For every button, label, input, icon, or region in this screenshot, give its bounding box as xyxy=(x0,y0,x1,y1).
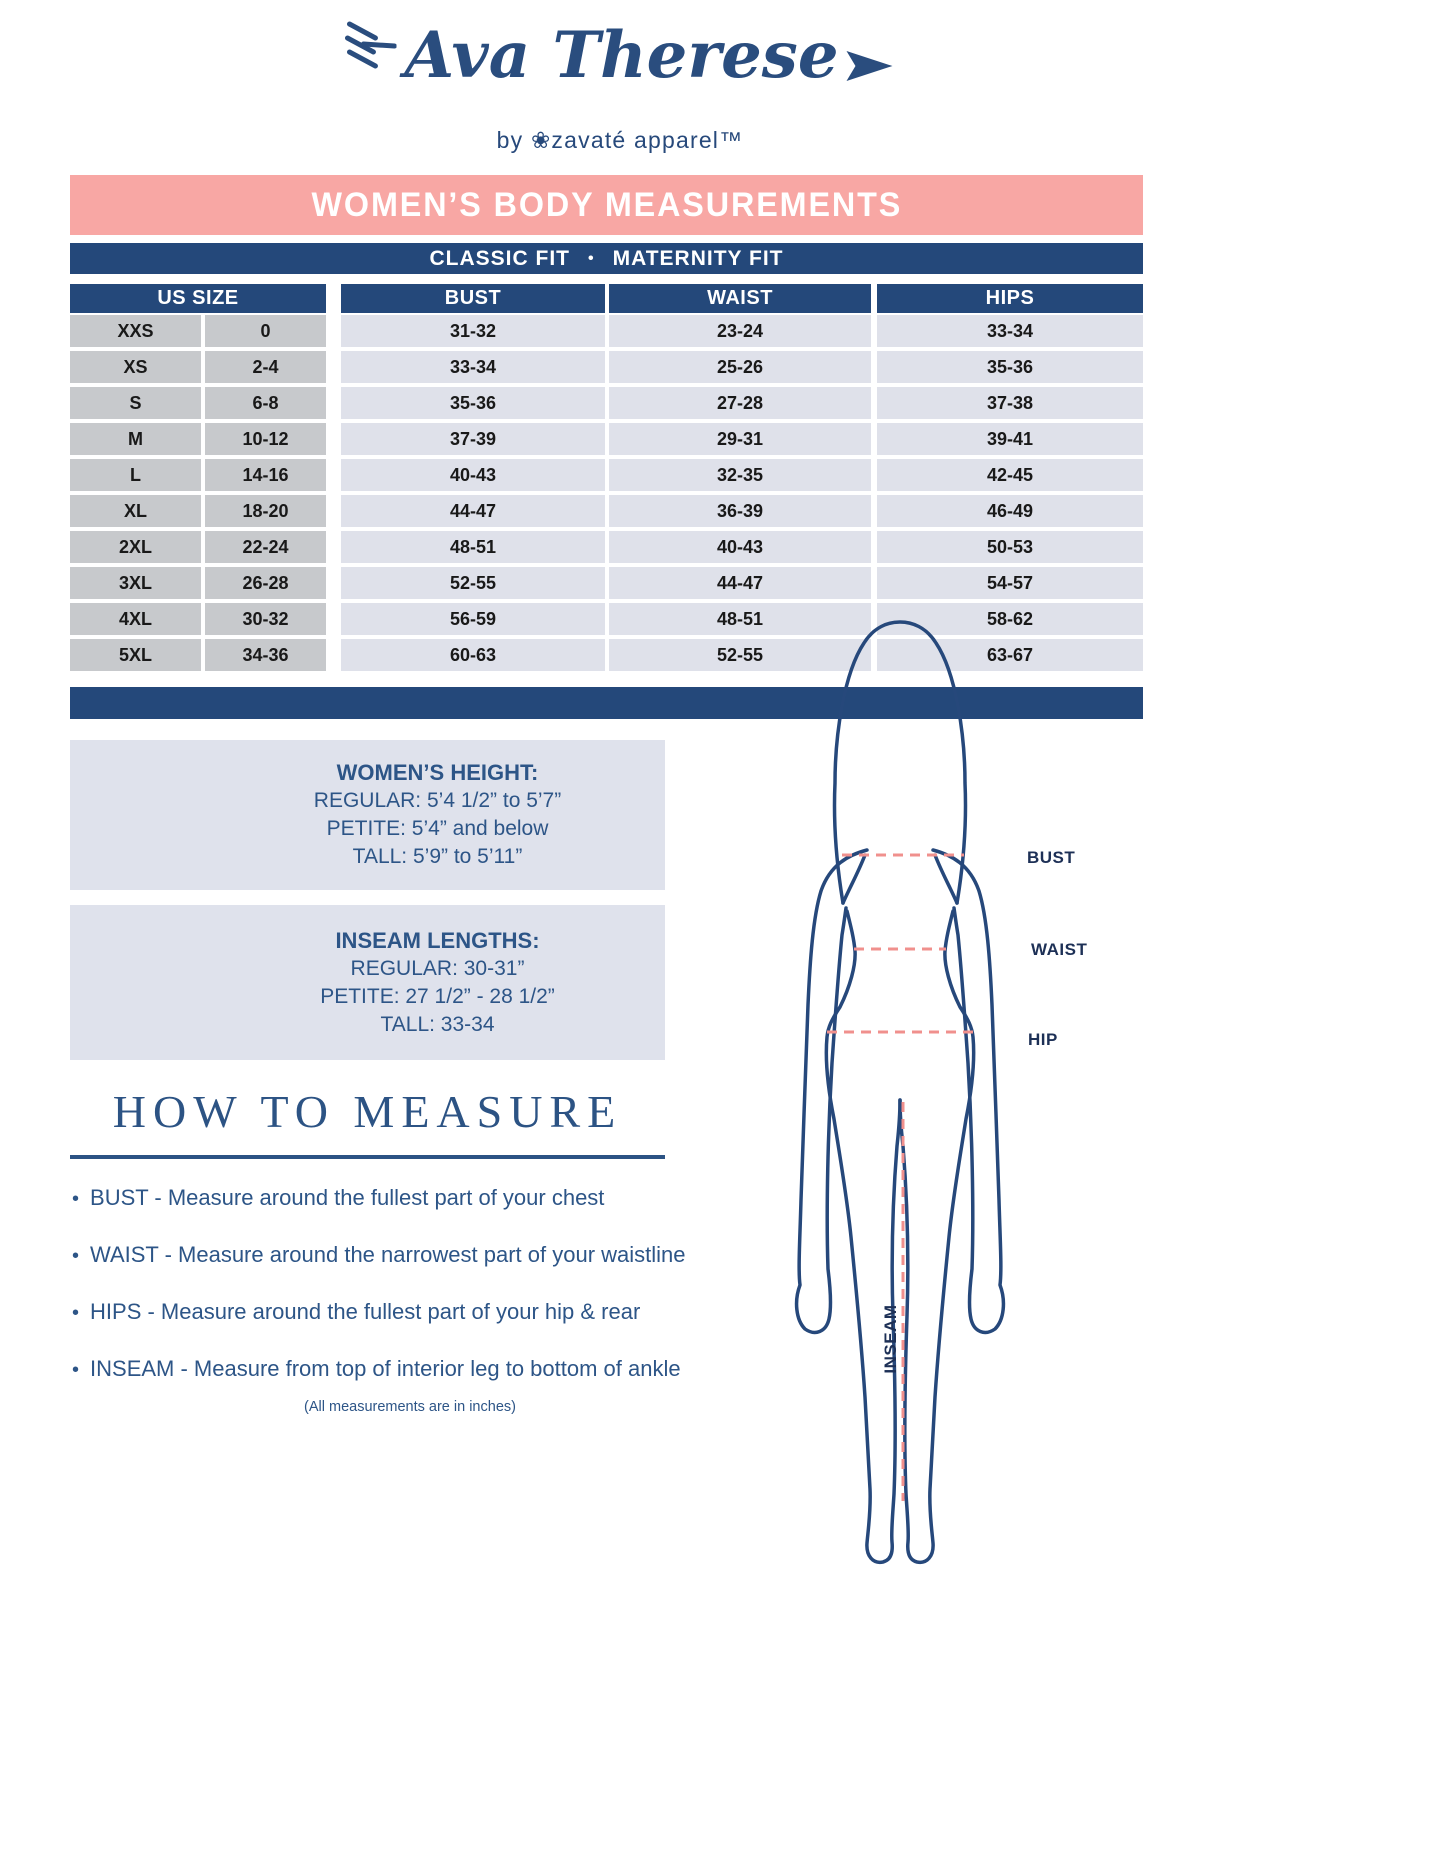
cell-bust: 60-63 xyxy=(341,639,605,671)
cell-hips: 37-38 xyxy=(877,387,1143,419)
cell-bust: 52-55 xyxy=(341,567,605,599)
cell-us: 0 xyxy=(205,315,326,347)
measurements-footnote: (All measurements are in inches) xyxy=(304,1399,516,1415)
bullet-text: HIPS - Measure around the fullest part of your hip & rear xyxy=(90,1299,641,1324)
bullet-dot: • xyxy=(72,1245,80,1267)
cell-hips: 42-45 xyxy=(877,459,1143,491)
cell-bust: 35-36 xyxy=(341,387,605,419)
cell-waist: 27-28 xyxy=(609,387,871,419)
cell-us: 22-24 xyxy=(205,531,326,563)
cell-bust: 48-51 xyxy=(341,531,605,563)
womens-height-box xyxy=(70,740,665,890)
cell-hips: 39-41 xyxy=(877,423,1143,455)
bullet-waist xyxy=(72,1242,732,1268)
cell-waist: 40-43 xyxy=(609,531,871,563)
body-outline-figure xyxy=(770,615,1110,1575)
cell-waist: 32-35 xyxy=(609,459,871,491)
table-row xyxy=(70,531,1143,563)
cell-waist: 44-47 xyxy=(609,567,871,599)
arrow-head-icon xyxy=(847,51,893,81)
bullet-hips xyxy=(72,1299,732,1325)
title-banner xyxy=(70,175,1143,235)
header-hips: HIPS xyxy=(877,284,1143,313)
table-row xyxy=(70,315,1143,347)
cell-size: 4XL xyxy=(70,603,201,635)
cell-waist: 29-31 xyxy=(609,423,871,455)
cell-bust: 56-59 xyxy=(341,603,605,635)
figure-label-inseam: INSEAM xyxy=(881,1304,900,1374)
cell-us: 34-36 xyxy=(205,639,326,671)
cell-us: 6-8 xyxy=(205,387,326,419)
bullet-bust xyxy=(72,1185,732,1211)
cell-us: 18-20 xyxy=(205,495,326,527)
height-box-title: WOMEN’S HEIGHT: xyxy=(336,760,539,785)
figure-label-bust: BUST xyxy=(1027,848,1076,867)
how-to-measure-title: HOW TO MEASURE xyxy=(112,1086,623,1137)
table-row xyxy=(70,495,1143,527)
cell-waist: 36-39 xyxy=(609,495,871,527)
cell-bust: 40-43 xyxy=(341,459,605,491)
table-row xyxy=(70,351,1143,383)
bullet-dot: • xyxy=(72,1188,80,1210)
table-header-row xyxy=(70,284,1143,313)
height-regular: REGULAR: 5’4 1/2” to 5’7” xyxy=(313,789,562,812)
table-row xyxy=(70,567,1143,599)
header-us-size: US SIZE xyxy=(70,284,326,313)
bullet-dot: • xyxy=(72,1359,80,1381)
page-title: WOMEN’S BODY MEASUREMENTS xyxy=(311,185,902,224)
cell-waist: 23-24 xyxy=(609,315,871,347)
cell-us: 26-28 xyxy=(205,567,326,599)
cell-us: 14-16 xyxy=(205,459,326,491)
cell-us: 30-32 xyxy=(205,603,326,635)
cell-us: 2-4 xyxy=(205,351,326,383)
cell-hips: 33-34 xyxy=(877,315,1143,347)
inseam-petite: PETITE: 27 1/2” - 28 1/2” xyxy=(320,984,555,1008)
header-waist: WAIST xyxy=(609,284,871,313)
cell-hips: 54-57 xyxy=(877,567,1143,599)
bullet-text: BUST - Measure around the fullest part of your chest xyxy=(90,1185,605,1210)
how-to-measure-rule xyxy=(70,1155,665,1159)
cell-size: M xyxy=(70,423,201,455)
bullet-text: WAIST - Measure around the narrowest part of your waistline xyxy=(90,1242,686,1267)
table-row xyxy=(70,423,1143,455)
height-petite: PETITE: 5’4” and below xyxy=(326,817,549,840)
fit-separator-dot: • xyxy=(588,249,595,267)
inseam-tall: TALL: 33-34 xyxy=(380,1012,495,1036)
figure-label-hip: HIP xyxy=(1028,1030,1058,1049)
cell-hips: 35-36 xyxy=(877,351,1143,383)
brand-name: Ava Therese xyxy=(404,18,839,93)
cell-size: S xyxy=(70,387,201,419)
height-tall: TALL: 5’9” to 5’11” xyxy=(352,845,523,868)
cell-bust: 44-47 xyxy=(341,495,605,527)
cell-size: 3XL xyxy=(70,567,201,599)
header-bust: BUST xyxy=(341,284,605,313)
cell-bust: 33-34 xyxy=(341,351,605,383)
cell-size: XS xyxy=(70,351,201,383)
cell-bust: 37-39 xyxy=(341,423,605,455)
cell-size: XXS xyxy=(70,315,201,347)
body-outline xyxy=(797,622,1004,1562)
measure-lines xyxy=(827,855,973,1501)
cell-size: L xyxy=(70,459,201,491)
fit-maternity-label: MATERNITY FIT xyxy=(612,246,784,270)
cell-size: 5XL xyxy=(70,639,201,671)
cell-hips: 46-49 xyxy=(877,495,1143,527)
cell-size: 2XL xyxy=(70,531,201,563)
table-row xyxy=(70,387,1143,419)
cell-waist: 52-55 xyxy=(609,639,871,671)
cell-waist: 48-51 xyxy=(609,603,871,635)
cell-size: XL xyxy=(70,495,201,527)
brand-logo xyxy=(341,18,892,93)
cell-us: 10-12 xyxy=(205,423,326,455)
inseam-lengths-box xyxy=(70,905,665,1060)
bullet-text: INSEAM - Measure from top of interior leg to bottom of ankle xyxy=(90,1356,681,1381)
cell-bust: 31-32 xyxy=(341,315,605,347)
cell-hips: 50-53 xyxy=(877,531,1143,563)
cell-hips: 63-67 xyxy=(877,639,1143,671)
figure-label-waist: WAIST xyxy=(1031,940,1088,959)
inseam-box-title: INSEAM LENGTHS: xyxy=(335,927,540,953)
bullet-dot: • xyxy=(72,1302,80,1324)
bullet-inseam xyxy=(72,1356,732,1382)
fit-classic-label: CLASSIC FIT xyxy=(429,246,570,270)
cell-waist: 25-26 xyxy=(609,351,871,383)
fit-banner xyxy=(70,243,1143,274)
cell-hips: 58-62 xyxy=(877,603,1143,635)
inseam-regular: REGULAR: 30-31” xyxy=(350,956,525,980)
brand-tagline: by ❀zavaté apparel™ xyxy=(496,127,744,153)
arrow-fletching-icon xyxy=(341,14,396,70)
table-row xyxy=(70,459,1143,491)
